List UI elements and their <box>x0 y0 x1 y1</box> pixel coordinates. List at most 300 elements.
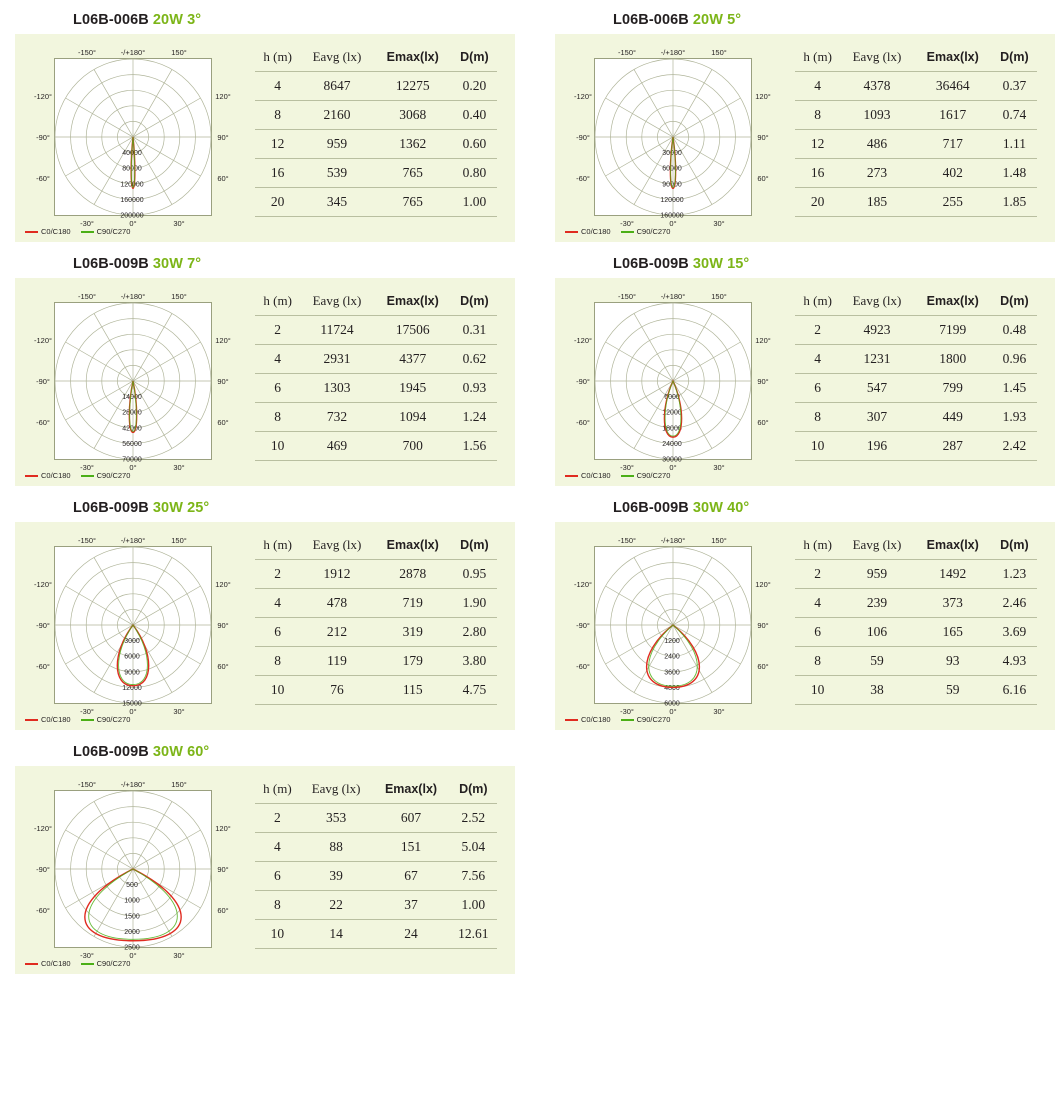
table-cell: 4 <box>255 589 300 618</box>
svg-text:90°: 90° <box>217 865 229 874</box>
table-cell: 20 <box>795 188 840 217</box>
svg-text:120°: 120° <box>755 580 771 589</box>
table-cell: 2 <box>255 804 300 833</box>
table-row <box>255 560 497 589</box>
table-header-row <box>255 46 497 72</box>
panel-power-beam: 20W 3° <box>152 12 202 28</box>
table-cell: 2.46 <box>992 589 1037 618</box>
panel-title <box>73 12 515 28</box>
svg-text:-150°: -150° <box>77 780 97 789</box>
legend-c90-c270-label: C90/C270 <box>96 227 131 236</box>
table-cell: 0.48 <box>992 316 1037 345</box>
table-cell: 16 <box>255 159 300 188</box>
svg-text:150°: 150° <box>711 292 727 301</box>
table-row <box>255 130 497 159</box>
table-row <box>255 188 497 217</box>
table-row <box>795 72 1037 101</box>
table-cell: 1303 <box>300 374 373 403</box>
svg-text:120°: 120° <box>215 580 231 589</box>
table-row <box>795 560 1037 589</box>
legend-c90-c270 <box>81 715 131 724</box>
svg-text:-60°: -60° <box>36 418 50 427</box>
svg-text:120°: 120° <box>755 336 771 345</box>
table-cell: 6 <box>795 374 840 403</box>
svg-text:6000: 6000 <box>664 700 680 708</box>
panel-power-beam: 30W 60° <box>152 744 210 760</box>
svg-text:12000: 12000 <box>662 409 682 417</box>
table-cell: 10 <box>795 432 840 461</box>
table-row <box>255 101 497 130</box>
panel-body <box>15 34 515 242</box>
table-cell: 151 <box>372 833 449 862</box>
table-cell: 1.85 <box>992 188 1037 217</box>
legend-c0-c180-swatch-icon <box>25 231 38 233</box>
table-cell: 319 <box>374 618 452 647</box>
photometric-table-container <box>251 528 515 726</box>
table-column-header: h (m) <box>795 46 840 72</box>
svg-text:40000: 40000 <box>122 150 142 158</box>
table-cell: 36464 <box>914 72 992 101</box>
table-cell: 799 <box>914 374 992 403</box>
svg-text:-150°: -150° <box>617 292 637 301</box>
polar-legend <box>565 471 670 480</box>
svg-text:120000: 120000 <box>120 181 144 189</box>
legend-c0-c180-swatch-icon <box>25 719 38 721</box>
table-column-header: h (m) <box>255 534 300 560</box>
table-row <box>255 862 497 891</box>
table-cell: 4923 <box>840 316 913 345</box>
legend-c90-c270-label: C90/C270 <box>636 227 671 236</box>
table-row <box>795 374 1037 403</box>
table-header-row <box>255 534 497 560</box>
table-cell: 14 <box>300 920 373 949</box>
photometric-table <box>255 46 497 217</box>
svg-text:0°: 0° <box>129 707 137 716</box>
table-cell: 185 <box>840 188 913 217</box>
svg-text:0°: 0° <box>129 951 137 960</box>
table-cell: 539 <box>300 159 373 188</box>
table-header-row <box>255 778 497 804</box>
table-cell: 1.24 <box>452 403 497 432</box>
table-cell: 8 <box>255 891 300 920</box>
svg-text:60°: 60° <box>757 418 769 427</box>
table-cell: 7199 <box>914 316 992 345</box>
table-cell: 1.48 <box>992 159 1037 188</box>
table-cell: 165 <box>914 618 992 647</box>
svg-text:120°: 120° <box>755 92 771 101</box>
polar-diagram <box>564 284 782 480</box>
svg-text:30°: 30° <box>173 951 185 960</box>
polar-diagram-container <box>555 40 791 238</box>
table-column-header: D(m) <box>450 778 497 804</box>
svg-text:-60°: -60° <box>576 174 590 183</box>
table-row <box>255 891 497 920</box>
table-cell: 3068 <box>374 101 452 130</box>
table-cell: 2.52 <box>450 804 497 833</box>
legend-c0-c180 <box>25 227 71 236</box>
table-row <box>255 72 497 101</box>
svg-text:150°: 150° <box>711 536 727 545</box>
table-column-header: Eavg (lx) <box>840 534 913 560</box>
svg-text:-90°: -90° <box>36 133 50 142</box>
table-cell: 8 <box>255 101 300 130</box>
table-cell: 0.60 <box>452 130 497 159</box>
table-header-row <box>255 290 497 316</box>
panel-body <box>555 34 1055 242</box>
table-cell: 732 <box>300 403 373 432</box>
polar-diagram-container <box>15 528 251 726</box>
legend-c90-c270-label: C90/C270 <box>96 959 131 968</box>
table-cell: 1617 <box>914 101 992 130</box>
table-cell: 2 <box>255 316 300 345</box>
svg-text:90°: 90° <box>217 621 229 630</box>
table-column-header: h (m) <box>255 46 300 72</box>
table-cell: 4 <box>255 833 300 862</box>
table-row <box>255 345 497 374</box>
table-cell: 1362 <box>374 130 452 159</box>
table-cell: 12 <box>795 130 840 159</box>
svg-text:2000: 2000 <box>124 928 140 936</box>
table-cell: 0.93 <box>452 374 497 403</box>
table-cell: 17506 <box>374 316 452 345</box>
photometric-panel <box>555 252 1055 486</box>
svg-text:120000: 120000 <box>660 196 684 204</box>
table-cell: 4.75 <box>452 676 497 705</box>
svg-text:120°: 120° <box>215 336 231 345</box>
svg-text:-30°: -30° <box>80 707 94 716</box>
photometric-table-container <box>251 40 515 238</box>
table-cell: 22 <box>300 891 373 920</box>
table-cell: 2.42 <box>992 432 1037 461</box>
legend-c0-c180 <box>565 471 611 480</box>
polar-legend <box>25 471 130 480</box>
table-cell: 469 <box>300 432 373 461</box>
polar-diagram <box>24 40 242 236</box>
table-cell: 345 <box>300 188 373 217</box>
table-row <box>255 833 497 862</box>
table-cell: 59 <box>840 647 913 676</box>
legend-c0-c180-label: C0/C180 <box>581 471 611 480</box>
svg-text:0°: 0° <box>669 463 677 472</box>
legend-c0-c180-swatch-icon <box>565 475 578 477</box>
table-row <box>255 920 497 949</box>
table-cell: 2 <box>795 316 840 345</box>
svg-text:-/+180°: -/+180° <box>660 536 686 545</box>
legend-c0-c180 <box>25 715 71 724</box>
legend-c0-c180-swatch-icon <box>565 719 578 721</box>
svg-text:-30°: -30° <box>620 463 634 472</box>
table-column-header: h (m) <box>255 290 300 316</box>
panel-power-beam: 20W 5° <box>692 12 742 28</box>
svg-text:120°: 120° <box>215 92 231 101</box>
table-column-header: Emax(lx) <box>374 534 452 560</box>
legend-c90-c270-swatch-icon <box>81 719 94 721</box>
photometric-table <box>795 534 1037 705</box>
photometric-panel <box>15 8 515 242</box>
svg-text:6000: 6000 <box>124 653 140 661</box>
table-cell: 1.23 <box>992 560 1037 589</box>
svg-text:4800: 4800 <box>664 684 680 692</box>
table-cell: 1231 <box>840 345 913 374</box>
svg-text:0°: 0° <box>669 707 677 716</box>
table-cell: 8 <box>795 101 840 130</box>
table-column-header: D(m) <box>452 534 497 560</box>
svg-text:2400: 2400 <box>664 653 680 661</box>
table-cell: 1.11 <box>992 130 1037 159</box>
table-cell: 115 <box>374 676 452 705</box>
svg-text:-60°: -60° <box>36 174 50 183</box>
svg-text:90°: 90° <box>757 377 769 386</box>
svg-text:30°: 30° <box>173 219 185 228</box>
polar-diagram <box>24 284 242 480</box>
panel-title <box>73 256 515 272</box>
svg-text:60000: 60000 <box>662 165 682 173</box>
photometric-table <box>255 290 497 461</box>
table-cell: 8 <box>795 647 840 676</box>
table-cell: 353 <box>300 804 373 833</box>
table-column-header: h (m) <box>255 778 300 804</box>
panel-title <box>613 500 1055 516</box>
svg-text:1000: 1000 <box>124 897 140 905</box>
svg-text:160000: 160000 <box>120 196 144 204</box>
svg-text:60°: 60° <box>757 662 769 671</box>
svg-text:-90°: -90° <box>36 865 50 874</box>
table-cell: 12.61 <box>450 920 497 949</box>
table-cell: 179 <box>374 647 452 676</box>
legend-c90-c270-label: C90/C270 <box>636 715 671 724</box>
table-cell: 4 <box>795 72 840 101</box>
svg-text:120°: 120° <box>215 824 231 833</box>
svg-text:30°: 30° <box>173 707 185 716</box>
table-column-header: Emax(lx) <box>914 290 992 316</box>
table-row <box>795 101 1037 130</box>
svg-text:18000: 18000 <box>662 425 682 433</box>
polar-diagram-container <box>15 772 251 970</box>
svg-text:80000: 80000 <box>122 165 142 173</box>
table-cell: 10 <box>795 676 840 705</box>
svg-text:150°: 150° <box>171 536 187 545</box>
table-cell: 273 <box>840 159 913 188</box>
table-row <box>255 676 497 705</box>
svg-text:-90°: -90° <box>36 621 50 630</box>
polar-diagram <box>564 40 782 236</box>
panel-body <box>555 522 1055 730</box>
svg-text:-/+180°: -/+180° <box>120 536 146 545</box>
table-cell: 20 <box>255 188 300 217</box>
table-cell: 2931 <box>300 345 373 374</box>
table-column-header: Eavg (lx) <box>300 778 373 804</box>
table-column-header: Eavg (lx) <box>300 46 373 72</box>
table-cell: 3.69 <box>992 618 1037 647</box>
svg-text:60°: 60° <box>217 906 229 915</box>
table-column-header: Emax(lx) <box>914 46 992 72</box>
svg-text:42000: 42000 <box>122 425 142 433</box>
table-cell: 37 <box>372 891 449 920</box>
svg-text:0°: 0° <box>129 463 137 472</box>
legend-c90-c270 <box>81 471 131 480</box>
svg-text:150°: 150° <box>171 48 187 57</box>
table-cell: 0.40 <box>452 101 497 130</box>
polar-diagram <box>24 772 242 968</box>
svg-text:2500: 2500 <box>124 944 140 952</box>
svg-text:90000: 90000 <box>662 181 682 189</box>
panel-model: L06B-006B <box>73 12 149 28</box>
table-cell: 1.00 <box>452 188 497 217</box>
polar-diagram <box>24 528 242 724</box>
legend-c90-c270-swatch-icon <box>81 231 94 233</box>
table-cell: 1.90 <box>452 589 497 618</box>
table-cell: 4 <box>255 345 300 374</box>
legend-c0-c180 <box>25 471 71 480</box>
table-column-header: h (m) <box>795 534 840 560</box>
table-cell: 0.62 <box>452 345 497 374</box>
svg-text:-120°: -120° <box>33 92 53 101</box>
svg-text:-/+180°: -/+180° <box>660 292 686 301</box>
table-row <box>795 130 1037 159</box>
table-cell: 0.31 <box>452 316 497 345</box>
svg-text:3600: 3600 <box>664 669 680 677</box>
table-cell: 0.80 <box>452 159 497 188</box>
legend-c90-c270-swatch-icon <box>81 475 94 477</box>
table-cell: 0.96 <box>992 345 1037 374</box>
table-cell: 4377 <box>374 345 452 374</box>
table-cell: 2160 <box>300 101 373 130</box>
table-cell: 8647 <box>300 72 373 101</box>
photometric-panel <box>15 496 515 730</box>
table-column-header: D(m) <box>992 290 1037 316</box>
photometric-panel <box>555 496 1055 730</box>
table-column-header: Emax(lx) <box>374 290 452 316</box>
svg-text:30°: 30° <box>713 219 725 228</box>
table-cell: 2 <box>795 560 840 589</box>
polar-legend <box>25 715 130 724</box>
table-row <box>255 589 497 618</box>
panel-body <box>15 278 515 486</box>
table-cell: 12 <box>255 130 300 159</box>
table-cell: 1945 <box>374 374 452 403</box>
photometric-panel <box>15 252 515 486</box>
panel-body <box>555 278 1055 486</box>
panel-power-beam: 30W 15° <box>692 256 750 272</box>
table-cell: 24 <box>372 920 449 949</box>
table-cell: 8 <box>795 403 840 432</box>
table-cell: 76 <box>300 676 373 705</box>
table-row <box>255 804 497 833</box>
table-cell: 10 <box>255 432 300 461</box>
svg-text:500: 500 <box>126 882 138 890</box>
table-cell: 0.37 <box>992 72 1037 101</box>
table-cell: 719 <box>374 589 452 618</box>
table-row <box>795 345 1037 374</box>
svg-text:-30°: -30° <box>80 951 94 960</box>
table-column-header: Eavg (lx) <box>840 46 913 72</box>
polar-diagram-container <box>555 528 791 726</box>
table-cell: 700 <box>374 432 452 461</box>
table-cell: 607 <box>372 804 449 833</box>
svg-text:9000: 9000 <box>124 669 140 677</box>
table-cell: 255 <box>914 188 992 217</box>
table-column-header: Emax(lx) <box>914 534 992 560</box>
table-cell: 287 <box>914 432 992 461</box>
photometric-table-container <box>251 772 515 970</box>
panel-power-beam: 30W 40° <box>692 500 750 516</box>
polar-diagram-container <box>555 284 791 482</box>
table-row <box>795 403 1037 432</box>
photometric-table <box>255 534 497 705</box>
photometric-panel <box>555 8 1055 242</box>
table-cell: 373 <box>914 589 992 618</box>
table-cell: 6 <box>255 618 300 647</box>
panel-title <box>613 256 1055 272</box>
legend-c90-c270-swatch-icon <box>81 963 94 965</box>
panel-title <box>613 12 1055 28</box>
legend-c0-c180-label: C0/C180 <box>581 715 611 724</box>
table-cell: 6 <box>795 618 840 647</box>
svg-text:150°: 150° <box>171 780 187 789</box>
svg-text:-120°: -120° <box>33 824 53 833</box>
table-cell: 106 <box>840 618 913 647</box>
svg-text:-120°: -120° <box>573 336 593 345</box>
table-cell: 59 <box>914 676 992 705</box>
table-cell: 11724 <box>300 316 373 345</box>
svg-text:15000: 15000 <box>122 700 142 708</box>
table-row <box>255 403 497 432</box>
svg-text:-60°: -60° <box>576 662 590 671</box>
legend-c0-c180-label: C0/C180 <box>41 227 71 236</box>
table-cell: 4 <box>255 72 300 101</box>
table-column-header: D(m) <box>452 46 497 72</box>
table-column-header: Eavg (lx) <box>300 534 373 560</box>
svg-text:0°: 0° <box>129 219 137 228</box>
svg-text:-30°: -30° <box>80 463 94 472</box>
panel-title <box>73 744 515 760</box>
photometric-table <box>255 778 497 949</box>
table-cell: 6 <box>255 374 300 403</box>
photometric-table-container <box>791 40 1055 238</box>
svg-text:30°: 30° <box>713 707 725 716</box>
svg-text:-120°: -120° <box>33 336 53 345</box>
svg-text:-90°: -90° <box>576 133 590 142</box>
table-cell: 959 <box>300 130 373 159</box>
svg-text:-150°: -150° <box>77 48 97 57</box>
legend-c0-c180-swatch-icon <box>25 963 38 965</box>
photometric-table <box>795 290 1037 461</box>
table-cell: 6.16 <box>992 676 1037 705</box>
table-row <box>795 316 1037 345</box>
table-cell: 307 <box>840 403 913 432</box>
table-cell: 0.95 <box>452 560 497 589</box>
table-cell: 486 <box>840 130 913 159</box>
svg-text:-150°: -150° <box>77 292 97 301</box>
svg-text:70000: 70000 <box>122 456 142 464</box>
table-cell: 239 <box>840 589 913 618</box>
table-cell: 402 <box>914 159 992 188</box>
table-cell: 547 <box>840 374 913 403</box>
table-row <box>255 647 497 676</box>
table-cell: 10 <box>255 676 300 705</box>
svg-text:-60°: -60° <box>36 906 50 915</box>
panel-title <box>73 500 515 516</box>
photometric-table-container <box>251 284 515 482</box>
svg-text:-/+180°: -/+180° <box>120 292 146 301</box>
legend-c90-c270 <box>621 471 671 480</box>
table-column-header: D(m) <box>452 290 497 316</box>
svg-text:60°: 60° <box>217 418 229 427</box>
svg-text:-120°: -120° <box>33 580 53 589</box>
photometric-table-container <box>791 528 1055 726</box>
table-column-header: D(m) <box>992 46 1037 72</box>
table-cell: 1094 <box>374 403 452 432</box>
